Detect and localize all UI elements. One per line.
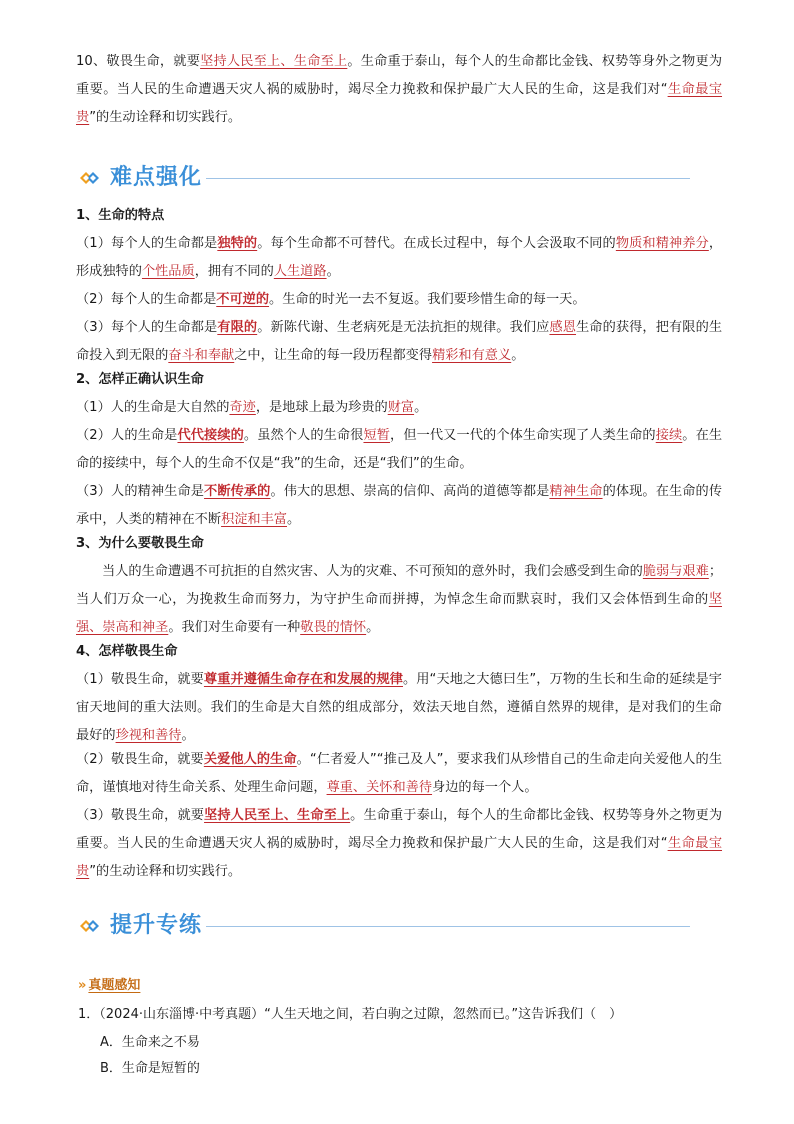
chevron-right-icon: » bbox=[78, 978, 85, 993]
key-phrase: 积淀和丰富 bbox=[221, 512, 287, 527]
key-phrase: 珍视和善待 bbox=[115, 728, 182, 743]
text: 。 bbox=[511, 348, 525, 363]
paragraph-care-others bbox=[76, 746, 722, 802]
text: 。“仁者爱人”“推己及人”，要求我们从珍惜自己的生命走向关爱他人的生命，谨慎地对待生命关系、处理生命问题， bbox=[76, 752, 723, 795]
key-phrase: 不断传承的 bbox=[204, 484, 271, 499]
double-diamond-icon bbox=[78, 166, 106, 190]
paragraph-why-revere bbox=[76, 558, 722, 642]
subsection-label: 真题感知 bbox=[88, 978, 141, 993]
text: （1）每个人的生命都是 bbox=[76, 236, 218, 251]
key-phrase: 独特的 bbox=[217, 236, 258, 251]
section-header-practice bbox=[78, 908, 698, 944]
key-phrase: 脆弱与艰难 bbox=[642, 564, 709, 579]
paragraph-continuation bbox=[76, 422, 722, 478]
text: 的体现。在生命的传承中，人类的精神在不断 bbox=[76, 484, 723, 527]
text: 10、敬畏生命，就要 bbox=[76, 54, 201, 69]
text: （1）人的生命是大自然的 bbox=[76, 400, 230, 415]
paragraph-people-first bbox=[76, 802, 722, 886]
key-phrase: 人生道路 bbox=[273, 264, 327, 279]
text: 。每个生命都不可替代。在成长过程中，每个人会汲取不同的 bbox=[257, 236, 616, 251]
text: ，但一代又一代的个体生命实现了人类生命的 bbox=[390, 428, 656, 443]
text: 。 bbox=[414, 400, 428, 415]
text: 。生命重于泰山，每个人的生命都比金钱、权势等身外之物更为重要。当人民的生命遭遇天灾人祸的威胁时，竭尽全力挽救和保护最广大人民的生命，这是我们对“ bbox=[76, 808, 723, 851]
key-phrase: 生命最宝贵 bbox=[76, 82, 723, 125]
key-phrase: 奇迹 bbox=[229, 400, 256, 415]
paragraph-irreversible bbox=[76, 286, 722, 314]
paragraph-respect-laws bbox=[76, 666, 722, 750]
key-phrase: 精神生命 bbox=[549, 484, 603, 499]
text: （2）敬畏生命，就要 bbox=[76, 752, 204, 767]
text: ”的生动诠释和切实践行。 bbox=[89, 864, 242, 879]
paragraph-miracle bbox=[76, 394, 722, 422]
text: 。 bbox=[287, 512, 301, 527]
subsection-real-questions bbox=[78, 972, 140, 1000]
text: ，拥有不同的 bbox=[194, 264, 274, 279]
text: （2）人的生命是 bbox=[76, 428, 178, 443]
text: 。伟大的思想、崇高的信仰、高尚的道德等都是 bbox=[270, 484, 550, 499]
section-title: 难点强化 bbox=[110, 165, 203, 190]
text: 身边的每一个人。 bbox=[432, 780, 538, 795]
text: （3）敬畏生命，就要 bbox=[76, 808, 205, 823]
text: 。 bbox=[366, 620, 380, 635]
section-divider bbox=[206, 926, 690, 927]
text: （3）人的精神生命是 bbox=[76, 484, 205, 499]
text: ；当人们万众一心，为挽救生命而努力，为守护生命而拼搏，为悼念生命而默哀时，我们又会体悟到生命的 bbox=[76, 564, 723, 607]
text: 当人的生命遭遇不可抗拒的自然灾害、人为的灾难、不可预知的意外时，我们会感受到生命的 bbox=[102, 564, 643, 579]
key-phrase: 生命最宝贵 bbox=[76, 836, 723, 879]
text: （1）敬畏生命，就要 bbox=[76, 672, 204, 687]
intro-paragraph bbox=[76, 48, 722, 132]
text: （3）每个人的生命都是 bbox=[76, 320, 218, 335]
text: 。 bbox=[181, 728, 195, 743]
section-title: 提升专练 bbox=[110, 913, 203, 938]
text: 。我们对生命要有一种 bbox=[168, 620, 301, 635]
text: 。 bbox=[326, 264, 340, 279]
key-phrase: 精彩和有意义 bbox=[432, 348, 512, 363]
key-phrase: 短暂 bbox=[363, 428, 391, 443]
key-phrase: 坚强、崇高和神圣 bbox=[76, 592, 722, 635]
text: 之中，让生命的每一段历程都变得 bbox=[234, 348, 433, 363]
text: 。新陈代谢、生老病死是无法抗拒的规律。我们应 bbox=[257, 320, 550, 335]
text: ”的生动诠释和切实践行。 bbox=[89, 110, 242, 125]
double-diamond-icon bbox=[78, 914, 106, 938]
paragraph-unique bbox=[76, 230, 722, 286]
key-phrase: 有限的 bbox=[217, 320, 258, 335]
section-divider bbox=[206, 178, 690, 179]
heading-how-revere: 4、怎样敬畏生命 bbox=[76, 644, 178, 659]
key-phrase: 物质和精神养分 bbox=[615, 236, 709, 251]
text: ，形成独特的 bbox=[76, 236, 723, 279]
key-phrase: 接续 bbox=[655, 428, 683, 443]
key-phrase: 不可逆的 bbox=[216, 292, 270, 307]
paragraph-limited bbox=[76, 314, 722, 370]
text: 。用“天地之大德曰生”，万物的生长和生命的延续是宇宙天地间的重大法则。我们的生命是大自然的组成部分，效法天地自然，遵循自然界的规律，是对我们的生命最好的 bbox=[76, 672, 722, 743]
option-b[interactable]: B．生命是短暂的 bbox=[100, 1061, 200, 1076]
key-phrase: 代代接续的 bbox=[177, 428, 244, 443]
text: 生命的获得，把有限的生命投入到无限的 bbox=[76, 320, 723, 363]
text: ，是地球上最为珍贵的 bbox=[255, 400, 388, 415]
text: 。虽然个人的生命很 bbox=[243, 428, 364, 443]
text: 。在生命的接续中，每个人的生命不仅是“我”的生命，还是“我们”的生命。 bbox=[76, 428, 723, 471]
key-phrase: 感恩 bbox=[549, 320, 577, 335]
key-phrase: 坚持人民至上、生命至上 bbox=[200, 54, 348, 69]
key-phrase: 关爱他人的生命 bbox=[203, 752, 297, 767]
text: 。生命重于泰山，每个人的生命都比金钱、权势等身外之物更为重要。当人民的生命遭遇天灾人祸的威胁时，竭尽全力挽救和保护最广大人民的生命，这是我们对“ bbox=[76, 54, 723, 97]
key-phrase: 财富 bbox=[387, 400, 415, 415]
text: （2）每个人的生命都是 bbox=[76, 292, 217, 307]
key-phrase: 尊重并遵循生命存在和发展的规律 bbox=[203, 672, 403, 687]
key-phrase: 敬畏的情怀 bbox=[300, 620, 367, 635]
key-phrase: 尊重、关怀和善待 bbox=[326, 780, 433, 795]
paragraph-spirit bbox=[76, 478, 722, 534]
question-1: 1．（2024·山东淄博·中考真题）“人生天地之间，若白驹之过隙，忽然而已。”这告诉我们（ ） bbox=[78, 1007, 623, 1022]
option-a[interactable]: A．生命来之不易 bbox=[100, 1035, 200, 1050]
section-header-difficulty bbox=[78, 160, 698, 196]
heading-why-revere: 3、为什么要敬畏生命 bbox=[76, 536, 204, 551]
key-phrase: 个性品质 bbox=[141, 264, 195, 279]
key-phrase: 坚持人民至上、生命至上 bbox=[204, 808, 351, 823]
heading-understanding: 2、怎样正确认识生命 bbox=[76, 372, 204, 387]
key-phrase: 奋斗和奉献 bbox=[168, 348, 235, 363]
text: 。生命的时光一去不复返。我们要珍惜生命的每一天。 bbox=[269, 292, 586, 307]
heading-characteristics: 1、生命的特点 bbox=[76, 208, 165, 223]
